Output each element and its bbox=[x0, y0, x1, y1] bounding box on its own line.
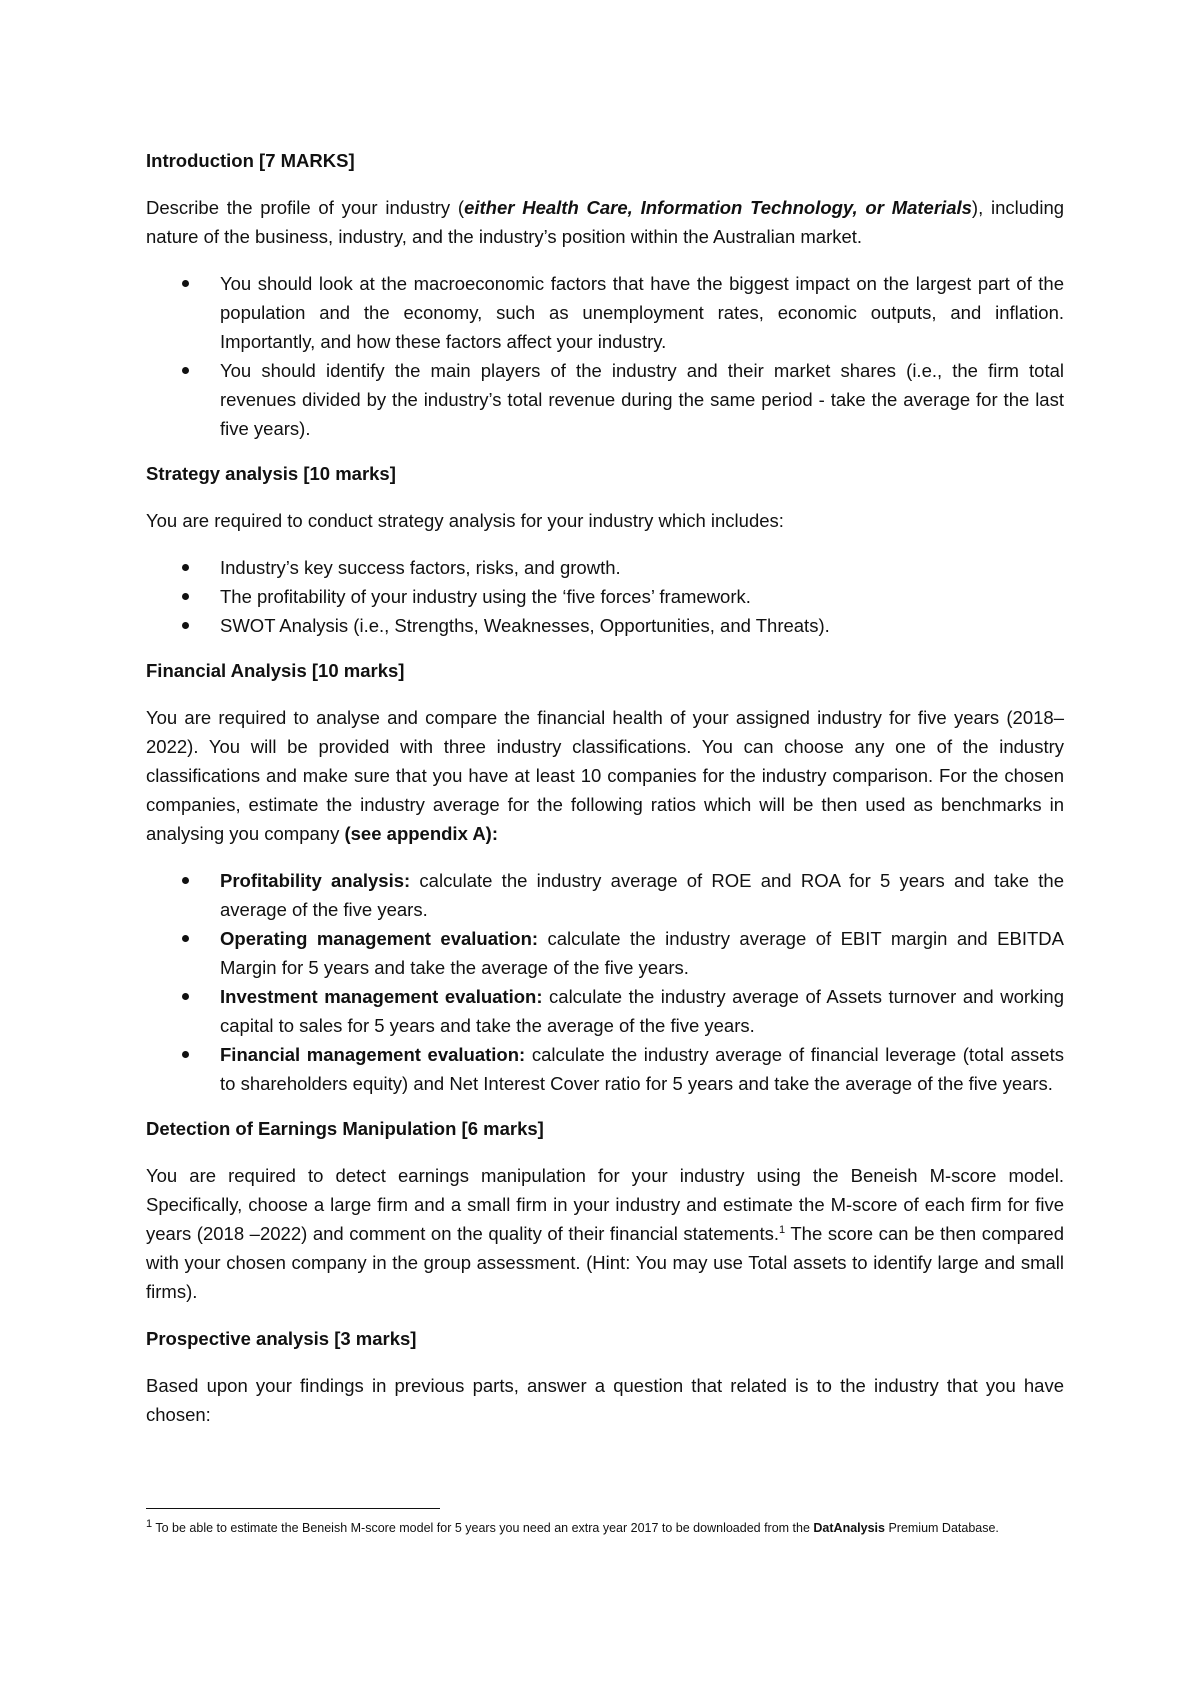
intro-heading: Introduction [7 MARKS] bbox=[146, 150, 355, 171]
list-item bbox=[146, 866, 1064, 924]
appendix-reference: (see appendix A): bbox=[344, 823, 498, 844]
intro-bullet-text: You should identify the main players of the industry and their market shares (i.e., the firm total revenues divided by the industry’s total revenue during the same period - take the average for the last five years). bbox=[220, 360, 1064, 439]
footnote-reference: 1 bbox=[779, 1223, 786, 1236]
list-item bbox=[146, 269, 1064, 356]
list-item bbox=[146, 553, 1064, 582]
strategy-heading: Strategy analysis [10 marks] bbox=[146, 463, 396, 484]
list-item bbox=[146, 582, 1064, 611]
bullet-icon bbox=[182, 367, 189, 374]
list-item bbox=[146, 982, 1064, 1040]
list-item bbox=[146, 924, 1064, 982]
list-item bbox=[146, 1040, 1064, 1098]
strategy-bullet-text: The profitability of your industry using the ‘five forces’ framework. bbox=[220, 586, 751, 607]
bullet-icon bbox=[182, 593, 189, 600]
intro-bullet-text: You should look at the macroeconomic factors that have the biggest impact on the largest part of the population and the economy, such as unemployment rates, economic outputs, and inflation. Importantly, and how these factors affect your industry. bbox=[220, 273, 1064, 352]
bullet-text: calculate the industry average of ROE and ROA for 5 years and take the average of the five years. bbox=[220, 870, 1064, 920]
bullet-text: calculate the industry average of EBIT margin and EBITDA Margin for 5 years and take the average of the five years. bbox=[220, 928, 1064, 978]
earnings-text-b: The score can be then compared with your chosen company in the group assessment. (Hint: You may use Total assets to identify large and small firms). bbox=[146, 1223, 1064, 1302]
financial-text: You are required to analyse and compare the financial health of your assigned industry for five years (2018–2022). You will be provided with three industry classifications. You can choose any one of the industry classifications and make sure that you have at least 10 companies for the industry comparison. For the chosen companies, estimate the industry average for the following ratios which will be then used as benchmarks in analysing you company bbox=[146, 707, 1064, 844]
prospective-heading: Prospective analysis [3 marks] bbox=[146, 1328, 417, 1349]
list-item bbox=[146, 611, 1064, 640]
bullet-icon bbox=[182, 993, 189, 1000]
bullet-icon bbox=[182, 564, 189, 571]
financial-heading: Financial Analysis [10 marks] bbox=[146, 660, 405, 681]
earnings-heading: Detection of Earnings Manipulation [6 marks] bbox=[146, 1118, 544, 1139]
footnote-marker: 1 bbox=[146, 1517, 153, 1530]
financial-bullet-list bbox=[146, 866, 1064, 1098]
footnote-database-name: DatAnalysis bbox=[813, 1521, 885, 1535]
intro-text-b: ), including nature of the business, industry, and the industry’s position within the Australian market. bbox=[146, 197, 1065, 247]
bullet-text: calculate the industry average of Assets turnover and working capital to sales for 5 years and take the average of the five years. bbox=[220, 986, 1064, 1036]
earnings-text-a: You are required to detect earnings manipulation for your industry using the Beneish M-score model. Specifically, choose a large firm and a small firm in your industry and estimate the M-score of each firm for five years (2018 –2022) and comment on the quality of their financial statements. bbox=[146, 1165, 1064, 1244]
strategy-bullet-text: SWOT Analysis (i.e., Strengths, Weaknesses, Opportunities, and Threats). bbox=[220, 615, 830, 636]
bullet-label: Investment management evaluation: bbox=[220, 986, 543, 1007]
intro-industry-options: either Health Care, Information Technology, or Materials bbox=[464, 197, 972, 218]
intro-bullet-list bbox=[146, 269, 1064, 443]
strategy-bullet-text: Industry’s key success factors, risks, and growth. bbox=[220, 557, 621, 578]
bullet-icon bbox=[182, 1051, 189, 1058]
strategy-paragraph: You are required to conduct strategy analysis for your industry which includes: bbox=[146, 510, 784, 531]
bullet-icon bbox=[182, 622, 189, 629]
bullet-icon bbox=[182, 935, 189, 942]
strategy-bullet-list bbox=[146, 553, 1064, 640]
intro-paragraph bbox=[146, 193, 1064, 251]
document-body bbox=[146, 146, 1064, 1447]
bullet-icon bbox=[182, 280, 189, 287]
bullet-label: Profitability analysis: bbox=[220, 870, 411, 891]
earnings-paragraph bbox=[146, 1161, 1064, 1306]
bullet-label: Financial management evaluation: bbox=[220, 1044, 526, 1065]
bullet-label: Operating management evaluation: bbox=[220, 928, 539, 949]
intro-text-a: Describe the profile of your industry ( bbox=[146, 197, 465, 218]
bullet-icon bbox=[182, 877, 189, 884]
footnote-text-b: Premium Database. bbox=[884, 1521, 999, 1535]
list-item bbox=[146, 356, 1064, 443]
bullet-text: calculate the industry average of financial leverage (total assets to shareholders equity) and Net Interest Cover ratio for 5 years and take the average of the five years. bbox=[220, 1044, 1064, 1094]
footnote-divider bbox=[146, 1508, 440, 1509]
footnote-text-a: To be able to estimate the Beneish M-score model for 5 years you need an extra year 2017 to be downloaded from the bbox=[152, 1521, 814, 1535]
financial-paragraph bbox=[146, 703, 1064, 848]
prospective-paragraph: Based upon your findings in previous parts, answer a question that related is to the industry that you have chosen: bbox=[146, 1375, 1064, 1425]
footnote bbox=[146, 1518, 1064, 1539]
